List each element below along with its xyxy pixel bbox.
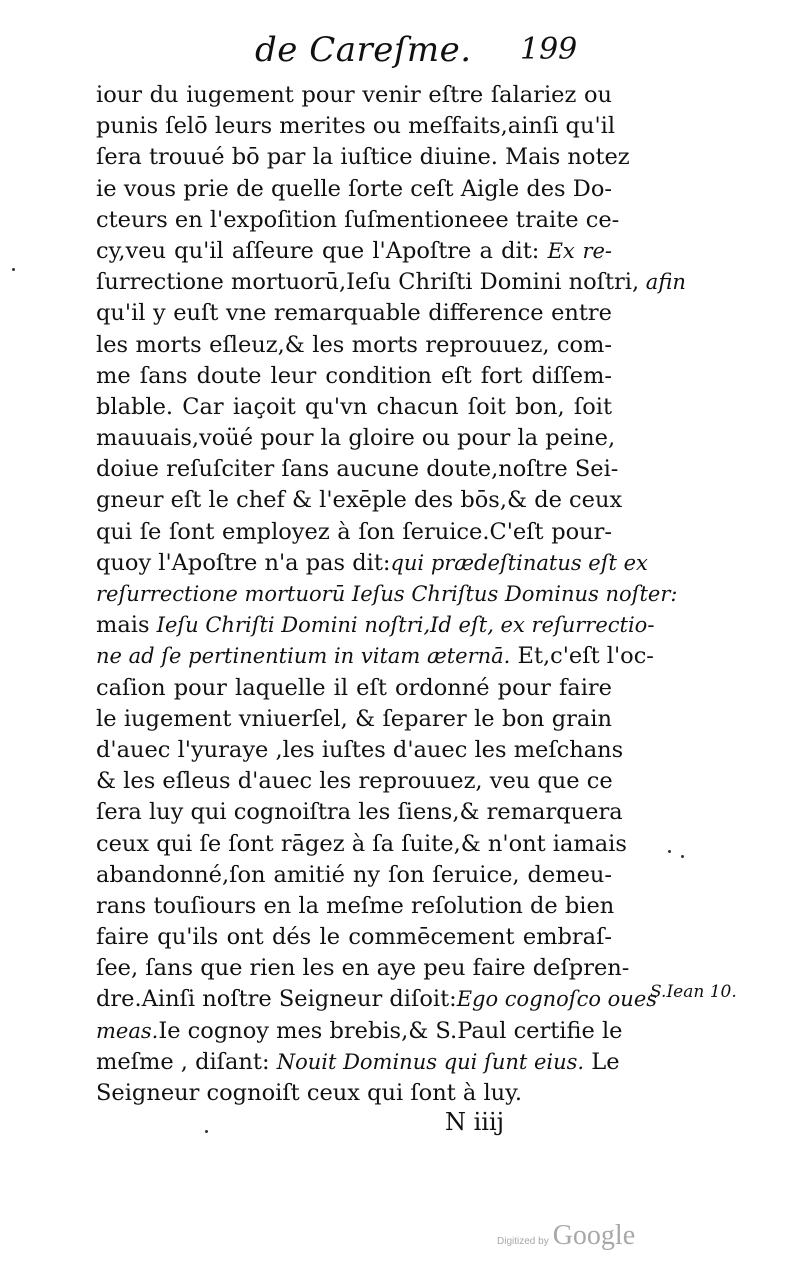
text-line [96, 548, 648, 579]
text-line [96, 766, 612, 797]
signature-mark: N iiij [445, 1108, 505, 1136]
margin-note: S.Iean 10. [650, 982, 737, 1002]
text-segment: quoy l'Apoſtre n'a pas dit: [96, 549, 391, 576]
text-line [96, 891, 615, 922]
text-line [96, 922, 612, 953]
text-segment: qui ſe ſont employez à ſon ſeruice.C'eſt pour- [96, 518, 612, 545]
text-segment: punis ſelō leurs merites ou meſfaits,ainſi qu'il [96, 113, 616, 140]
text-line [96, 1078, 612, 1109]
text-segment: dre.Ainſi noſtre Seigneur diſoit: [96, 986, 457, 1013]
text-segment: Ie cognoy mes brebis,& S.Paul certifie le [158, 1017, 623, 1044]
text-line [96, 610, 655, 641]
text-segment: gneur eſt le chef & l'exēple des bōs,& de ceux [96, 487, 623, 514]
text-segment: meſme , diſant: [96, 1048, 277, 1075]
text-segment: caſion pour laquelle il eſt ordonné pour faire [96, 674, 612, 701]
text-segment: abandonné,ſon amitié ny ſon ſeruice, demeu- [96, 861, 612, 888]
text-line [96, 330, 612, 361]
text-segment: & les eſleus d'auec les reprouuez, veu que ce [96, 768, 613, 795]
text-segment: ceux qui ſe ſont rāgez à ſa ſuite,& n'ont iamais [96, 830, 627, 857]
text-segment: Seigneur cognoiſt ceux qui ſont à luy. [96, 1080, 523, 1106]
ink-speck [205, 1130, 208, 1133]
text-line [96, 361, 612, 392]
digitized-watermark [497, 1220, 635, 1252]
text-segment: iour du iugement pour venir eſtre ſalariez ou [96, 82, 612, 108]
ink-speck [12, 268, 15, 271]
text-line [96, 392, 612, 423]
text-segment: les morts eſleuz,& les morts reprouuez, com- [96, 331, 612, 358]
italic-latin-segment: Ego cognoſco oues [456, 987, 658, 1012]
text-line [96, 517, 612, 548]
text-segment: Le [584, 1048, 620, 1075]
text-line [96, 829, 627, 860]
italic-latin-segment: ne ad ſe pertinentium in vitam æternā. [96, 644, 511, 669]
text-line [96, 673, 612, 704]
text-line [96, 579, 678, 610]
text-segment: qu'il y euſt vne remarquable difference entre [96, 300, 612, 327]
ink-speck [681, 855, 684, 858]
text-segment: faire qu'ils ont dés le commēcement embraſ- [96, 924, 612, 951]
text-line [96, 454, 619, 485]
text-segment: d'auec l'yuraye ,les iuſtes d'auec les meſchans [96, 736, 624, 763]
text-segment: ſurrectione mortuorū,Ieſu Chriſti Domini noſtri, [96, 269, 640, 296]
text-line [96, 953, 630, 984]
text-line [96, 236, 612, 267]
text-segment: cy,veu qu'il aſſeure que l'Apoſtre a dit: [96, 237, 548, 264]
italic-latin-segment: qui prædeſtinatus eſt ex [390, 550, 648, 575]
italic-latin-segment: Ex re- [547, 238, 613, 263]
running-title: de Careſme. [255, 30, 472, 70]
text-line [96, 1047, 620, 1078]
ink-speck [668, 850, 671, 853]
italic-latin-segment: Ieſu Chriſti Domini noſtri,Id eſt, ex reſurrectio- [156, 613, 655, 638]
text-segment: le iugement vniuerſel, & ſeparer le bon grain [96, 705, 612, 732]
text-segment: mauuais,voüé pour la gloire ou pour la peine, [96, 425, 616, 452]
text-segment: ſee, ſans que rien les en aye peu faire deſpren- [96, 955, 630, 982]
text-segment: ſera luy qui cognoiſtra les ſiens,& remarquera [96, 799, 623, 826]
text-line [96, 174, 612, 205]
text-line [96, 111, 616, 142]
text-line [96, 485, 623, 516]
text-line [96, 80, 612, 111]
watermark-prefix: Digitized by [497, 1236, 549, 1247]
italic-latin-segment: meas. [96, 1018, 159, 1043]
italic-latin-segment: reſurrectione mortuorū Ieſus Chriſtus Dominus noſter: [96, 582, 678, 606]
text-line [96, 142, 630, 173]
text-segment: me ſans doute leur condition eſt fort diſſem- [96, 362, 612, 389]
text-segment: ſera trouué bō par la iuſtice diuine. Mais notez [96, 144, 630, 171]
text-line [96, 984, 658, 1015]
italic-latin-segment: afin [639, 270, 686, 295]
text-line [96, 641, 654, 672]
text-line [96, 205, 620, 236]
text-line [96, 423, 616, 454]
watermark-brand: Google [552, 1220, 636, 1251]
text-segment: rans touſiours en la meſme reſolution de bien [96, 892, 615, 919]
text-segment: cteurs en l'expoſition ſuſmentioneee traite ce- [96, 206, 620, 233]
text-segment: blable. Car iaçoit qu'vn chacun ſoit bon, ſoit [96, 393, 612, 420]
text-line [96, 735, 624, 766]
text-line [96, 267, 686, 298]
text-segment: Et,c'eſt l'oc- [510, 643, 654, 670]
text-line [96, 860, 612, 891]
text-line [96, 797, 623, 828]
page-number: 199 [520, 32, 578, 67]
text-line [96, 298, 612, 329]
text-segment: doiue reſuſciter ſans aucune doute,noſtre Sei- [96, 456, 619, 483]
italic-latin-segment: Nouit Dominus qui ſunt eius. [276, 1049, 585, 1074]
text-line [96, 704, 612, 735]
text-segment: mais [96, 612, 157, 639]
text-segment: ie vous prie de quelle ſorte ceſt Aigle des Do- [96, 175, 612, 202]
text-line [96, 1016, 623, 1047]
body-text [96, 80, 686, 1109]
